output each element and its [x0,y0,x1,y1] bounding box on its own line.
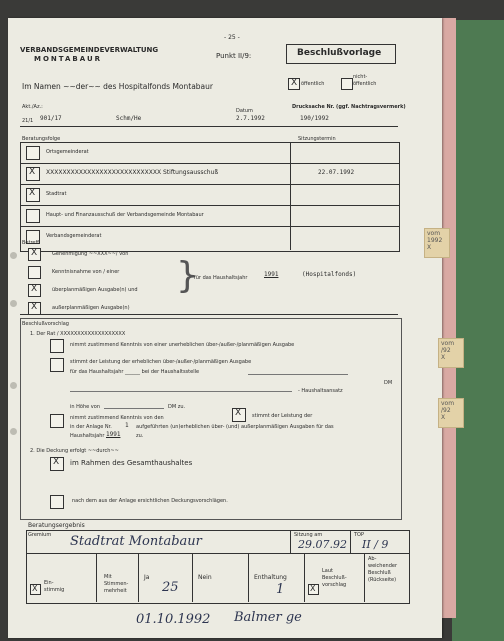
column-divider [304,553,305,602]
option-c-year: 1991 [106,431,121,438]
side-tab-text: /92 [441,347,451,354]
option-c-text: aufgeführten (un)erheblichen über- (und) außerplanmäßigen Ausgaben für das [136,424,334,430]
item1: 1. Der Rat / XXXXXXXXXXXXXXXXXXX [30,331,126,337]
option-b-checkbox[interactable] [50,358,64,372]
hoehe-label: in Höhe von [70,404,100,410]
row-divider [20,163,399,164]
punkt-label: Punkt II/9: [216,52,252,60]
gremium-label: Gremium [28,532,52,538]
divider [20,314,398,315]
row-divider [26,553,409,554]
nicht-oeffentlich-checkbox[interactable] [341,78,353,90]
betreff-item: Genehmigung ~~XXX~~/ von [52,251,129,257]
stiftungsausschuss-checkbox[interactable]: X [26,167,40,181]
ausserplanmaessig-checkbox[interactable]: X [28,302,41,315]
org-city: MONTABAUR [34,55,103,63]
column-divider [290,142,291,250]
betreff-item: außerplanmäßigen Ausgabe(n) [52,305,130,311]
side-tab-text: X [441,354,446,361]
binder-cover [452,20,504,641]
doc-type: Beschlußvorlage [297,48,382,58]
side-tab-text: vom [441,340,455,347]
option-b-text: stimmt der Leistung der erheblichen über-/außer-/planmäßigen Ausgabe [70,359,252,365]
column-divider [138,553,139,602]
kenntnisnahme-checkbox[interactable] [28,266,41,279]
option-c-zu: zu. [136,433,144,439]
az-value: 901/17 [40,115,62,122]
option-c-text: in der Anlage Nr. [70,424,112,430]
beratungsfolge-row-label: Verbandsgemeinderat [46,233,102,239]
deckung-text: im Rahmen des Gesamthaushaltes [70,459,193,467]
haushaltsansatz-label: - Haushaltsansatz [298,388,343,394]
side-tab-text: vom [441,400,455,407]
sitzung-value: 29.07.92 [298,538,347,551]
stadtrat-checkbox[interactable]: X [26,188,40,202]
beratungsfolge-row-label: Stadtrat [46,191,67,197]
genehmigung-checkbox[interactable]: X [28,248,41,261]
betreff-fund: (Hospitalfonds) [302,271,357,278]
az-label: Akt./Az.: [22,104,43,110]
anlage-nr: 1 [125,422,129,429]
side-tab-text: 1992 [427,237,443,244]
blank-line [248,374,348,375]
column-divider [192,553,193,602]
punch-hole [10,428,17,435]
row-divider [20,205,399,206]
ja-label: Ja [144,574,150,581]
sitzungstermin-label: Sitzungstermin [298,136,336,142]
beratungsfolge-row-label: Ortsgemeinderat [46,149,89,155]
stimmenmehrheit-label: Mit Stimmen- mehrheit [104,574,129,594]
top-label: TOP [354,532,365,538]
column-divider [96,553,97,602]
punch-hole [10,252,17,259]
beratungsfolge-row-label: XXXXXXXXXXXXXXXXXXXXXXXXXXXX Stiftungsausschuß [46,169,219,176]
betreff-item: überplanmäßigen Ausgabe(n) und [52,287,138,293]
side-tab-text: /92 [441,407,451,414]
beratungsfolge-label: Beratungsfolge [22,136,61,142]
side-tab-text: X [427,244,432,251]
option-c-checkbox[interactable] [50,414,64,428]
oeffentlich-label: öffentlich [301,81,325,87]
blank-line [70,391,292,392]
datum-label: Datum [236,108,253,114]
enthaltung-label: Enthaltung [254,574,287,581]
item2: 2. Die Deckung erfolgt ~~durch~~ [30,448,119,454]
drucksache-value: 190/1992 [300,115,329,122]
einstimmig-label: Ein- stimmig [44,580,65,593]
punch-hole [10,300,17,307]
signature: Balmer ge [234,610,302,625]
option-b-text: für das Haushaltsjahr ______ bei der Haushaltsstelle [70,369,200,375]
top-value: II / 9 [362,538,389,551]
doc-type-box [286,44,396,64]
document-page [8,18,442,638]
sachbearbeiter: Schm/He [116,115,142,122]
betreff-label: Betreff [22,240,39,246]
betreff-year: 1991 [264,271,279,278]
sitzung-label: Sitzung am [294,532,323,538]
dm-label: DM [384,380,393,386]
name-line: Im Namen ~~der~~ des Hospitalfonds Montabaur [22,82,213,91]
abweichend-label: Ab- weichender Beschluß (Rückseite) [368,556,398,583]
option-d-checkbox[interactable]: X [232,408,246,422]
laut-beschluss-label: Laut Beschluß- vorschlag [322,568,347,588]
deckung-checkbox[interactable]: X [50,457,64,471]
page-number: - 25 - [224,34,240,41]
side-tab-text: X [441,414,446,421]
column-divider [364,553,365,602]
option-c-text: nimmt zustimmend Kenntnis von den [70,415,164,421]
column-divider [350,530,351,554]
ortsgemeinderat-checkbox[interactable] [26,146,40,160]
option-a-checkbox[interactable] [50,339,64,353]
binder-edge [440,18,456,618]
org-name: VERBANDSGEMEINDEVERWALTUNG [20,46,159,54]
anlage-deckung-text: nach dem aus der Anlage ersichtlichen Deckungsvorschlägen. [72,498,228,504]
brace: } [176,255,199,296]
betreff-year-text: für das Haushaltsjahr [194,275,248,281]
option-d-text: stimmt der Leistung der [252,413,313,419]
datum-value: 2.7.1992 [236,115,265,122]
side-tab [424,228,450,258]
laut-beschluss-checkbox[interactable]: X [308,584,319,595]
haupt-finanzausschuss-checkbox[interactable] [26,209,40,223]
column-divider [290,530,291,554]
nein-label: Nein [198,574,212,581]
side-tab-text: vom [427,230,441,237]
enthaltung-value: 1 [276,582,285,597]
blank-line [104,408,164,409]
option-a-text: nimmt zustimmend Kenntnis von einer unerheblichen über-/außer-/planmäßigen Ausgabe [70,342,295,348]
dm-zu-label: DM zu. [168,404,186,410]
anlage-deckung-checkbox[interactable] [50,495,64,509]
beratungsergebnis-label: Beratungsergebnis [28,522,85,529]
column-divider [248,553,249,602]
option-c-text: Haushaltsjahr [70,433,105,439]
az-prefix: 21/1 [22,118,34,124]
ueberplanmaessig-checkbox[interactable]: X [28,284,41,297]
sitzungstermin-value: 22.07.1992 [318,169,355,176]
drucksache-label: Drucksache Nr. (ggf. Nachtragsvermerk) [292,104,406,110]
punch-hole [10,382,17,389]
footer-date: 01.10.1992 [136,612,211,627]
oeffentlich-checkbox[interactable]: X [288,78,300,90]
ja-value: 25 [162,580,179,595]
row-divider [20,226,399,227]
side-tab [438,398,464,428]
beschlussvorschlag-label: Beschlußvorschlag [22,321,69,327]
row-divider [20,184,399,185]
side-tab [438,338,464,368]
einstimmig-checkbox[interactable]: X [30,584,41,595]
divider [20,126,398,127]
beratungsfolge-row-label: Haupt- und Finanzausschuß der Verbandsgemeinde Montabaur [46,212,204,218]
nicht-oeffentlich-label: nicht- öffentlich [353,74,377,87]
betreff-item: Kenntnisnahme von / einer [52,269,120,275]
gremium-value: Stadtrat Montabaur [70,534,202,549]
